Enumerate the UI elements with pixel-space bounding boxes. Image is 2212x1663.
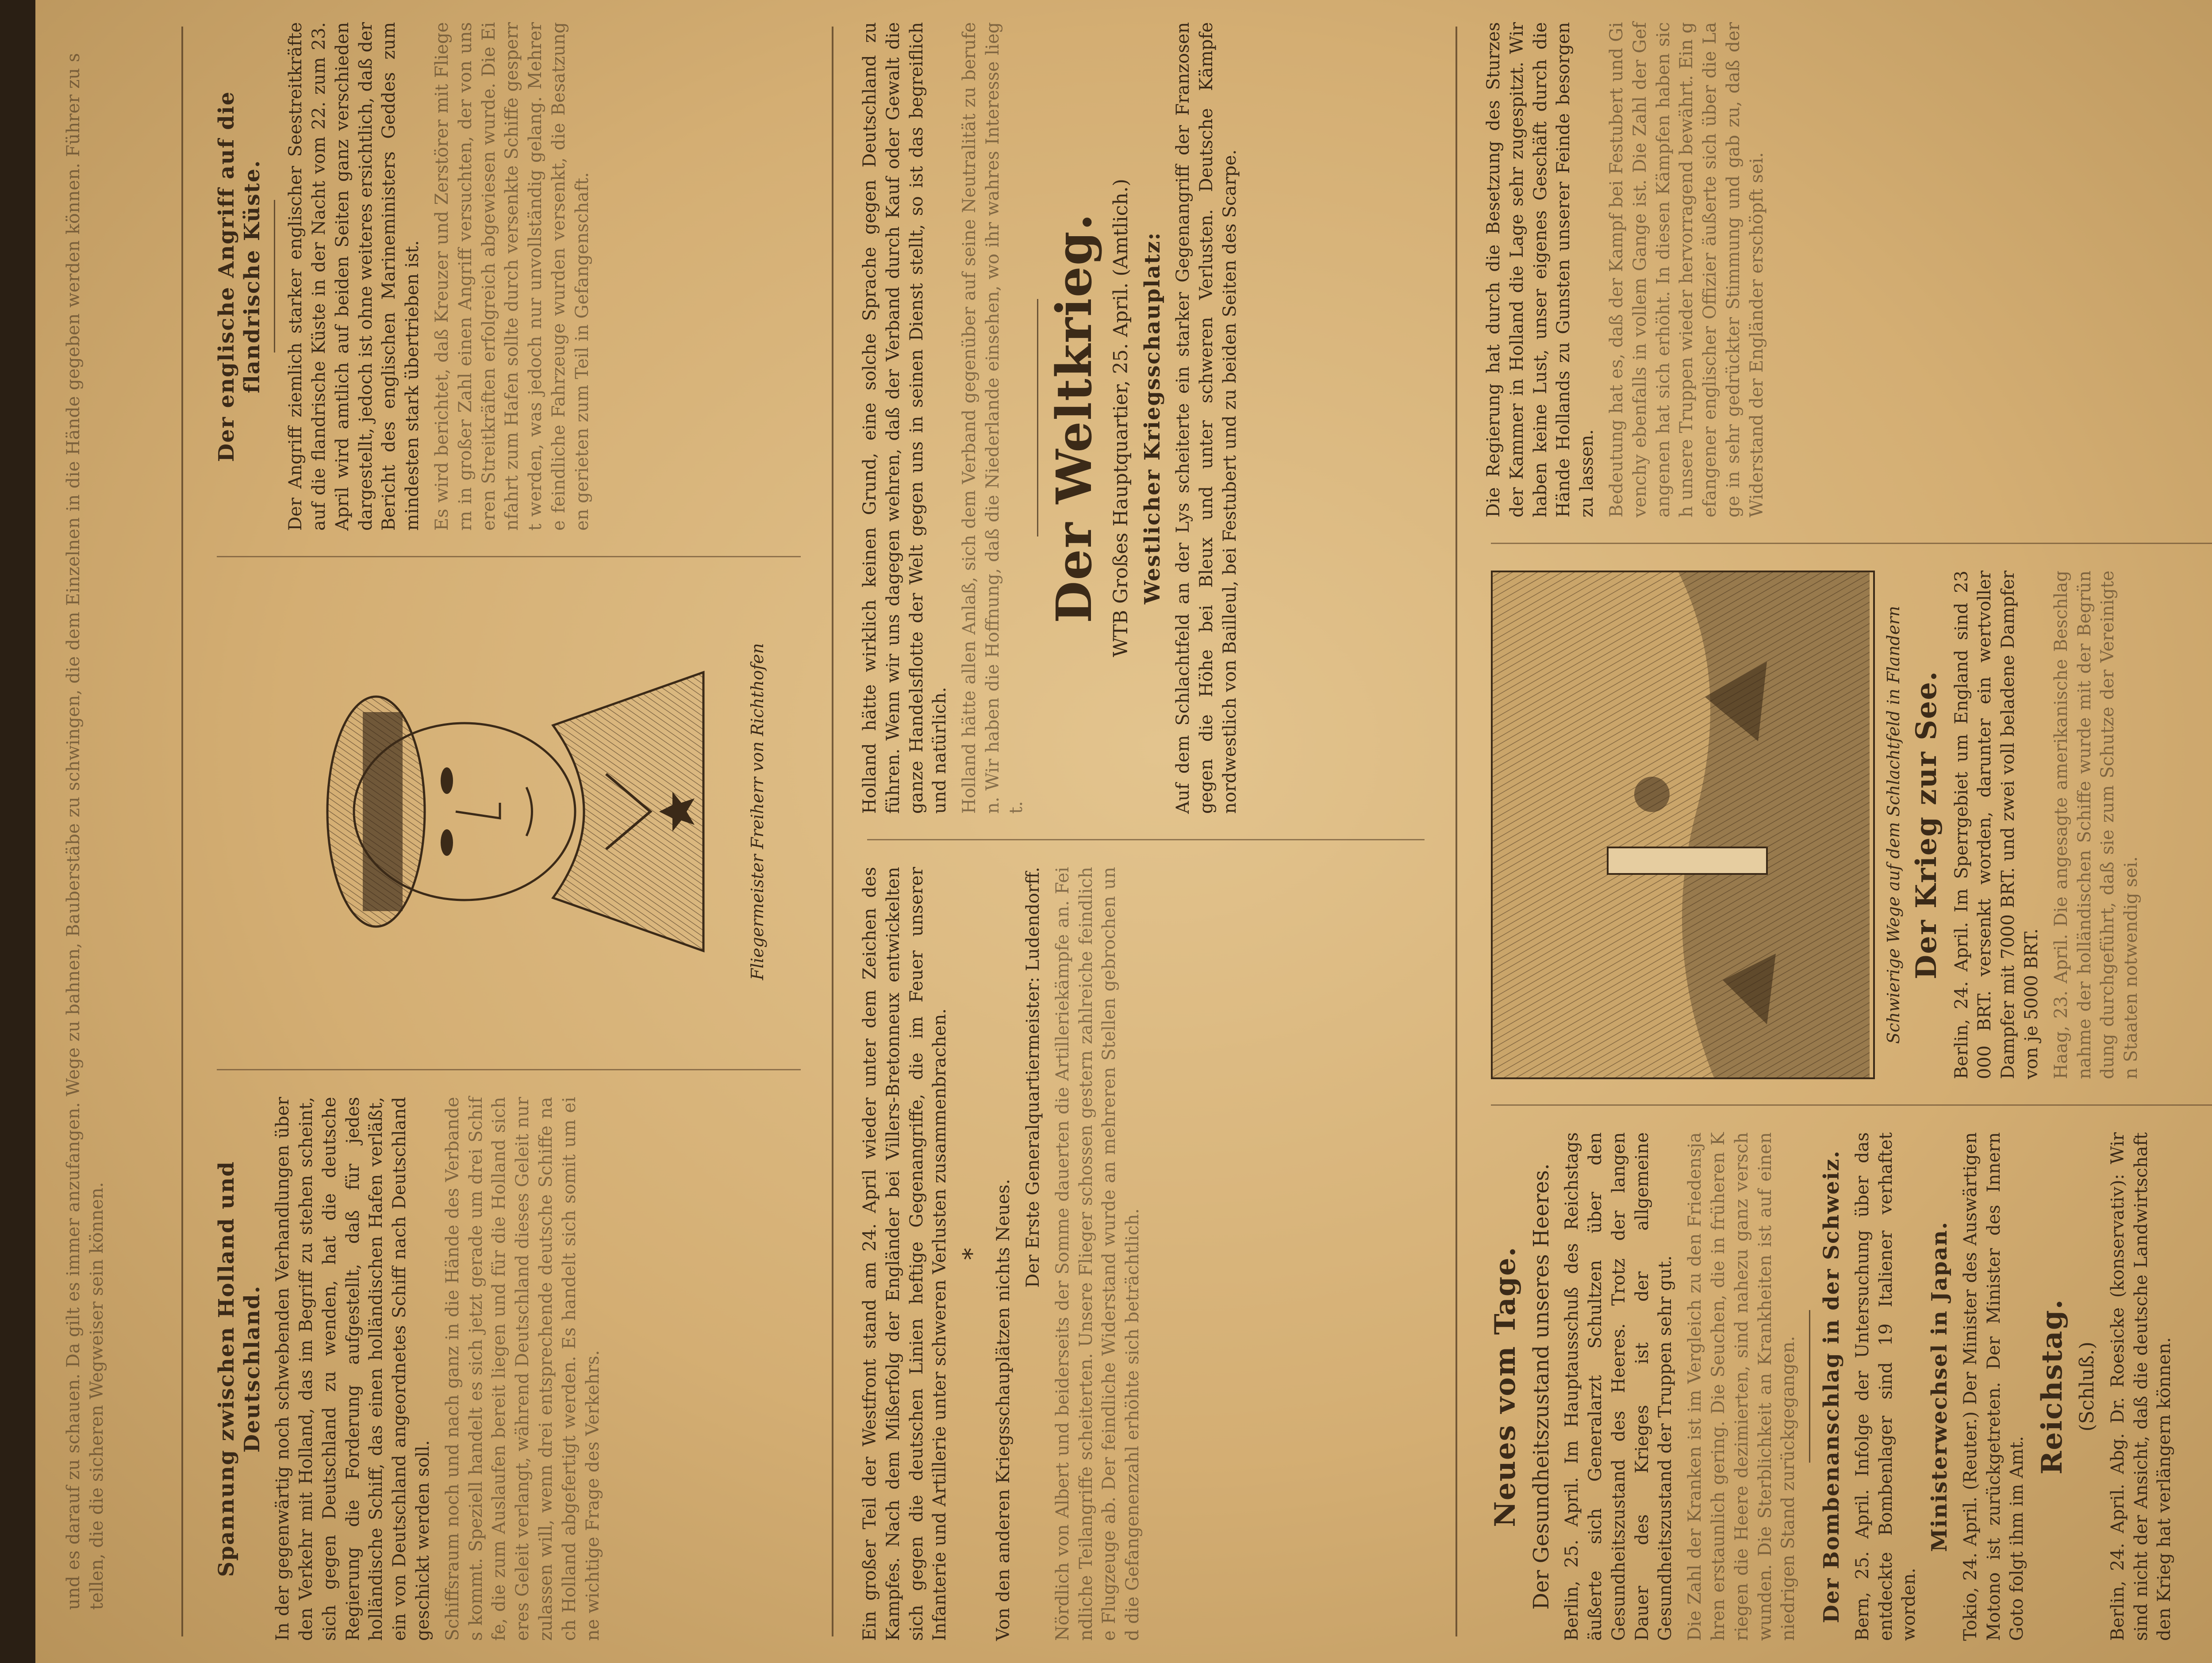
neues-headline: Neues vom Tage. <box>1489 1246 1522 1527</box>
col1-right <box>190 0 827 553</box>
column-rule <box>867 839 1425 840</box>
battlefield-sketch <box>1493 572 1870 1077</box>
column-band-2 <box>841 0 1451 1663</box>
holland-sprache-text: Holland hätte wirklich keinen Grund, eine solche Sprache gegen Deutschland zu führen. Wenn wir uns dagegen wehren, daß der Verband durch Kauf oder Gewalt die ganze Handelsflotte der Welt gegen uns in seinen Dienst stellt, so ist das begreiflich und natürlich. <box>860 22 950 814</box>
holland-text-cont: Schiffsraum noch und nach ganz in die Hände des Verbandes kommt. Speziell handelt es sich jetzt gerade um drei Schiffe, die zum Auslaufen bereit liegen und für die Holland sicheres Geleit verlangt, während Deutschland dieses Geleit nur zulassen will, wenn drei entsprechende deutsche Schiffe nach Holland abgefertigt werden. Es handelt sich somit um eine wichtige Frage des Verkehrs. <box>442 1097 603 1641</box>
col3-right <box>1464 0 2212 540</box>
krieg-see-text: Berlin, 24. April. Im Sperrgebiet um England sind 23 000 BRT. versenkt worden, darunter ein wertvoller Dampfer mit 7000 BRT. und zwei voll beladene Dampfer von je 5000 BRT. <box>1951 571 2042 1079</box>
spine-band <box>35 0 181 1663</box>
col2-left <box>841 845 1451 1663</box>
band-divider <box>1455 27 1457 1636</box>
column-rule <box>217 1069 801 1070</box>
col3-top-cont: Bedeutung hat es, daß der Kampf bei Festubert und Givenchy ebenfalls in vollem Gange ist. Die Zahl der Gefangenen hat sich erhöht. In diesen Kämpfen haben sich unsere Truppen wieder hervorragend bewährt. Ein gefangener englischer Offizier äußerte sich über die Lage in sehr gedrückter Stimmung und gab zu, daß der Widerstand der Engländer erschöpft sei. <box>1606 22 1767 517</box>
col1-left <box>190 1075 827 1663</box>
column-band-1 <box>190 0 827 1663</box>
ministerwechsel-text: Tokio, 24. April. (Reuter.) Der Minister des Auswärtigen Motono ist zurückgetreten. Der Minister des Innern Goto folgt ihm im Amt. <box>1960 1132 2028 1641</box>
illustration-caption: Schwierige Wege auf dem Schlachtfeld in Flandern <box>1884 605 1903 1044</box>
holland-headline: Spannung zwischen Holland und Deutschland. <box>214 1161 265 1577</box>
ministerwechsel-headline: Ministerwechsel in Japan. <box>1927 1221 1952 1552</box>
generalquartiermeister-signature: Der Erste Generalquartiermeister: Ludendorff. <box>1022 867 1043 1288</box>
report-text: Ein großer Teil der Westfront stand am 24. April wieder unter dem Zeichen des Kampfes. Nach dem Mißerfolg der Engländer bei Villers-Bretonneux entwickelten sich gegen die deutschen Linien heftige Gegenangriffe, die im Feuer unserer Infanterie und Artillerie unter schweren Verlusten zusammenbrachen. <box>860 867 950 1641</box>
portrait-caption: Fliegermeister Freiherr von Richthofen <box>748 643 767 980</box>
weltkrieg-source: WTB Großes Hauptquartier, 25. April. (Amtlich.) <box>1109 179 1132 657</box>
neues-text-cont: Die Zahl der Kranken ist im Vergleich zu den Friedensjahren erstaunlich gering. Die Seuchen, die in früheren Kriegen die Heere dezimierten, sind nahezu ganz verschwunden. Die Sterblichkeit an Krankheiten ist auf einen niedrigen Stand zurückgegangen. <box>1685 1132 1799 1641</box>
weltkrieg-text: Auf dem Schlachtfeld an der Lys scheiterte ein starker Gegenangriff der Franzosen gegen die Höhe bei Bleux und unter schweren Verlusten. Deutsche Kämpfe nordwestlich von Bailleul, bei Festubert und zu beiden Seiten des Scarpe. <box>1173 22 1240 814</box>
separator-star: * <box>958 1248 986 1260</box>
angriff-text-cont: Es wird berichtet, daß Kreuzer und Zerstörer mit Fliegern in großer Zahl einen Angriff versuchten, der von unseren Streitkräften erfolgreich abgewiesen wurde. Die Einfahrt zum Hafen sollte durch versenkte Schiffe gesperrt werden, was jedoch nur unvollständig gelang. Mehrere feindliche Fahrzeuge wurden versenkt, die Besatzungen gerieten zum Teil in Gefangenschaft. <box>431 22 592 531</box>
weltkrieg-headline: Der Weltkrieg. <box>1045 213 1102 623</box>
portrait-illustration <box>217 579 739 1044</box>
col3-left <box>1464 1110 2212 1663</box>
column-rule <box>217 556 801 557</box>
spine-divider <box>181 27 183 1636</box>
section-rule <box>1037 299 1038 537</box>
reichstag-headline: Reichstag. <box>2035 1299 2069 1475</box>
report-text-cont: Nördlich von Albert und beiderseits der Somme dauerten die Artilleriekämpfe an. Feindliche Teilangriffe scheiterten. Unsere Flieger schossen gestern zahlreiche feindliche Flugzeuge ab. Der feindliche Widerstand wurde an mehreren Stellen gebrochen und die Gefangenenzahl erhöhte sich beträchtlich. <box>1052 867 1143 1641</box>
bombenanschlag-headline: Der Bombenanschlag in der Schweiz. <box>1819 1150 1844 1624</box>
spine-band-text: und es darauf zu schauen. Da gilt es immer anzufangen. Wege zu bahnen, Bauberstäbe zu schwingen, die dem Einzelnen in die Hände gegeben werden können. Führer zu stellen, die die sicheren Wegweiser sein können. <box>63 53 107 1610</box>
reichstag-sub: (Schluß.) <box>2075 1341 2098 1432</box>
col3-top-text: Die Regierung hat durch die Besetzung des Sturzes der Kammer in Holland die Lage sehr zugespitzt. Wir haben keine Lust, unser eigenes Geschäft durch die Hände Hollands zu Gunsten unserer Feinde besorgen zu lassen. <box>1483 22 1598 517</box>
reichstag-text: Berlin, 24. April. Abg. Dr. Roesicke (konservativ): Wir sind nicht der Ansicht, daß die deutsche Landwirtschaft den Krieg hat verlängern können. <box>2107 1132 2175 1641</box>
column-rule <box>1491 1104 2212 1106</box>
holland-text: In der gegenwärtig noch schwebenden Verhandlungen über den Verkehr mit Holland, das im Begriff zu stehen scheint, sich gegen Deutschland zu wenden, hat die deutsche Regierung die Forderung aufgestellt, daß für jedes holländische Schiff, das einen holländischen Hafen verläßt, ein von Deutschland angeordnetes Schiff nach Deutschland geschickt werden soll. <box>273 1097 433 1641</box>
section-rule <box>1809 1310 1810 1463</box>
angriff-headline: Der englische Angriff auf die flandrische Küste. <box>214 91 265 462</box>
krieg-see-cont: Haag, 23. April. Die angesagte amerikanische Beschlagnahme der holländischen Schiffe wurde mit der Begründung durchgeführt, daß sie zum Schutze der Vereinigten Staaten notwendig sei. <box>2051 571 2142 1079</box>
newspaper-page <box>35 0 2212 1663</box>
rotated-page-content <box>35 0 2212 1663</box>
battlefield-illustration <box>1491 571 1875 1079</box>
headline-rule <box>274 200 275 353</box>
portrait-sketch <box>217 579 739 1044</box>
krieg-see-headline: Der Krieg zur See. <box>1910 670 1943 980</box>
generalquartiermeister-text: Von den anderen Kriegsschauplätzen nichts Neues. <box>993 1179 1014 1641</box>
bombenanschlag-text: Bern, 25. April. Infolge der Untersuchung über das entdeckte Bombenlager sind 19 Italiener verhaftet worden. <box>1852 1132 1920 1641</box>
angriff-text: Der Angriff ziemlich starker englischer Seestreitkräfte auf die flandrische Küste in der Nacht vom 22. zum 23. April wird amtlich auf beiden Seiten ganz verschieden dargestellt, jedoch ist ohne weiteres ersichtlich, daß der Bericht des englischen Marineministers Geddes zum mindesten stark übertrieben ist. <box>285 22 423 531</box>
band-divider <box>832 27 833 1636</box>
neues-text: Berlin, 25. April. Im Hauptausschuß des Reichstags äußerte sich Generalarzt Schultzen über den Gesundheitszustand des Heeres. Trotz der langen Dauer des Krieges ist der allgemeine Gesundheitszustand der Truppen sehr gut. <box>1562 1132 1676 1641</box>
weltkrieg-subhead: Westlicher Kriegsschauplatz: <box>1140 231 1165 605</box>
neues-subhead: Der Gesundheitszustand unseres Heeres. <box>1528 1163 1554 1610</box>
column-band-3 <box>1464 0 2212 1663</box>
column-rule <box>1491 543 2212 544</box>
holland-sprache-cont: Holland hätte allen Anlaß, sich dem Verband gegenüber auf seine Neutralität zu berufen. Wir haben die Hoffnung, daß die Niederlande einsehen, wo ihr wahres Interesse liegt. <box>959 22 1026 814</box>
col2-right <box>841 0 1451 836</box>
col3-middle <box>1464 548 2212 1101</box>
portrait-block <box>190 557 827 1066</box>
